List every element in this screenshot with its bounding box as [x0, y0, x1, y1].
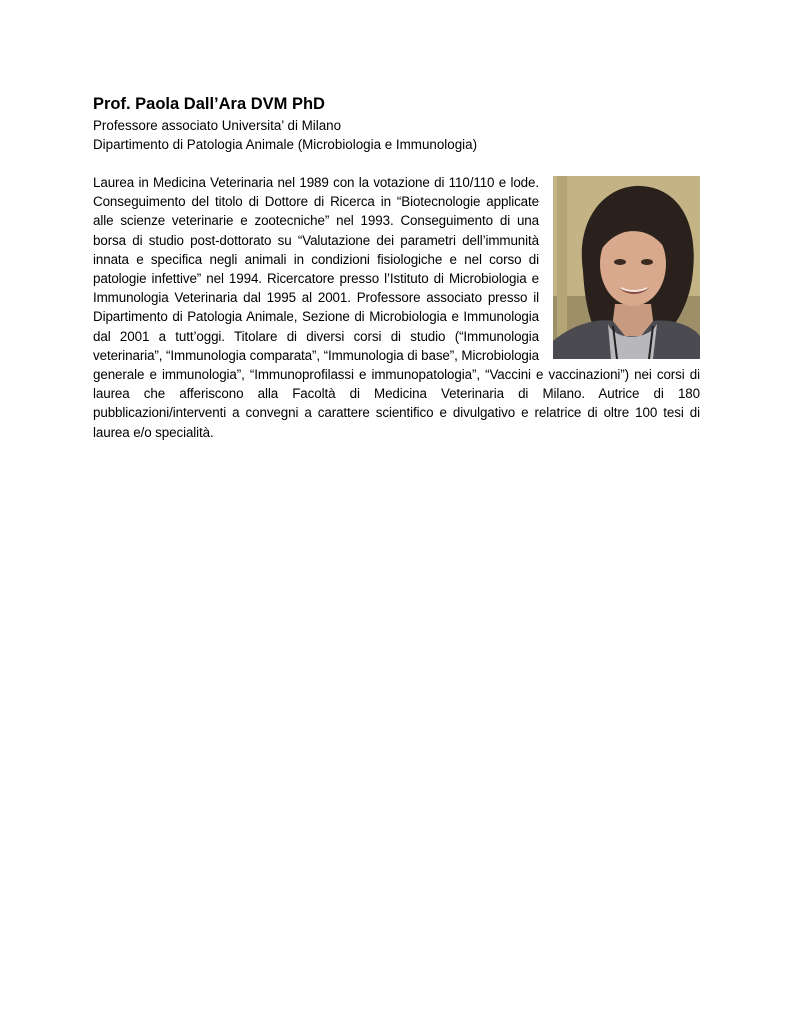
department-line: Dipartimento di Patologia Animale (Microbiologia e Immunologia): [93, 137, 478, 152]
person-name: Prof. Paola Dall’Ara DVM PhD: [93, 95, 325, 113]
document-page: [93, 93, 700, 442]
portrait-illustration: [553, 176, 700, 359]
portrait-photo: [553, 176, 700, 359]
position-line: Professore associato Universita’ di Milano: [93, 118, 342, 133]
bio-paragraph: [93, 173, 700, 442]
bio-text: Laurea in Medicina Veterinaria nel 1989 con la votazione di 110/110 e lode. Conseguimento del titolo di Dottore di Ricerca in “Biotecnologie applicate alle scienze veterinarie e zootecniche” nel 1993. Conseguimento di una borsa di studio post-dottorato su “Valutazione dei parametri dell’immunità innata e specifica negli animali in condizioni fisiologiche e nel corso di patologie infettive” nel 1994. Ricercatore presso l’Istituto di Microbiologia e Immunologia Veterinaria dal 1995 al 2001. Professore associato presso il Dipartimento di Patologia Animale, Sezione di Microbiologia e Immunologia dal 2001 a tutt’oggi. Titolare di diversi corsi di studio (“Immunologia veterinaria”, “Immunologia comparata”, “Immunologia di base”, Microbiologia generale e immunologia”, “Immunoprofilassi e immunopatologia”, “Vaccini e vaccinazioni”) nei corsi di laurea che afferiscono alla Facoltà di Medicina Veterinaria di Milano. Autrice di 180 pubblicazioni/interventi a convegni a carattere scientifico e divulgativo e relatrice di oltre 100 tesi di laurea e/o specialità.: [93, 175, 700, 440]
